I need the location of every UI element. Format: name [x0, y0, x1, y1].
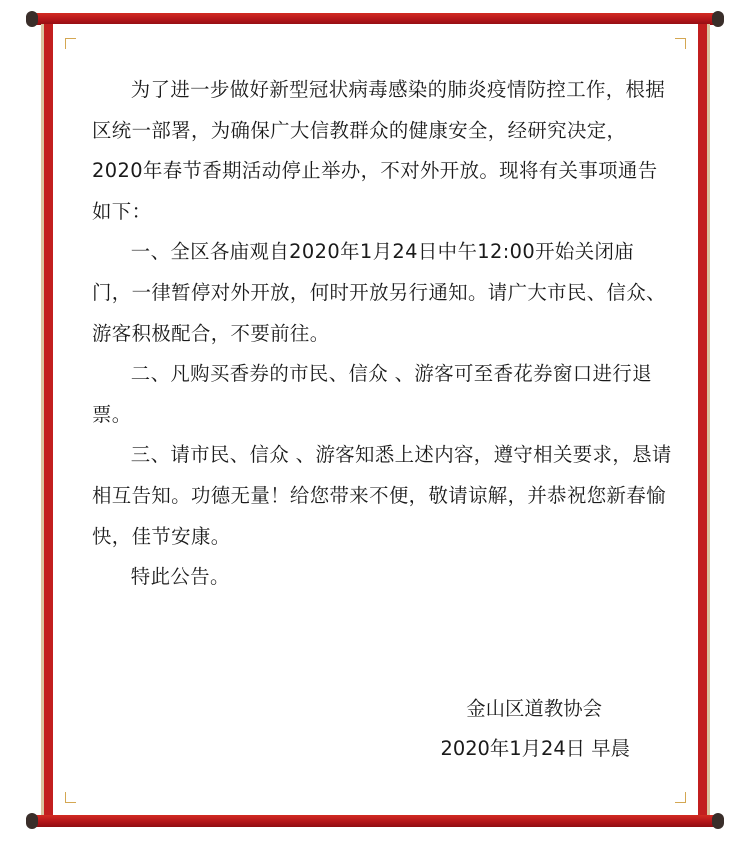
notice-item-two: 二、凡购买香券的市民、信众 、游客可至香花券窗口进行退票。 — [92, 362, 652, 426]
issue-date: 2020年1月24日 早晨 — [440, 737, 630, 760]
rod-end-cap — [26, 813, 38, 829]
notice-intro-paragraph: 为了进一步做好新型冠状病毒感染的肺炎疫情防控工作，根据区统一部署，为确保广大信教群众的健康安全，经研究决定，2020年春节香期活动停止举办，不对外开放。现将有关事项通告如下： — [92, 78, 666, 223]
notice-item-three: 三、请市民、信众 、游客知悉上述内容，遵守相关要求，恳请相互告知。功德无量！给您带来不便，敬请谅解，并恭祝您新春愉快，佳节安康。 — [92, 443, 672, 548]
notice-body — [92, 70, 672, 598]
issuer-organization: 金山区道教协会 — [466, 697, 602, 720]
corner-ornament — [65, 38, 76, 49]
scroll-bottom-rod — [30, 815, 720, 827]
rod-end-cap — [712, 813, 724, 829]
corner-ornament — [675, 792, 686, 803]
rod-end-cap — [712, 11, 724, 27]
notice-closing: 特此公告。 — [130, 565, 230, 589]
corner-ornament — [65, 792, 76, 803]
rod-end-cap — [26, 11, 38, 27]
notice-signature — [441, 689, 630, 769]
notice-item-one: 一、全区各庙观自2020年1月24日中午12:00开始关闭庙门，一律暂停对外开放，何时开放另行通知。请广大市民、信众、游客积极配合，不要前往。 — [92, 240, 666, 345]
corner-ornament — [675, 38, 686, 49]
